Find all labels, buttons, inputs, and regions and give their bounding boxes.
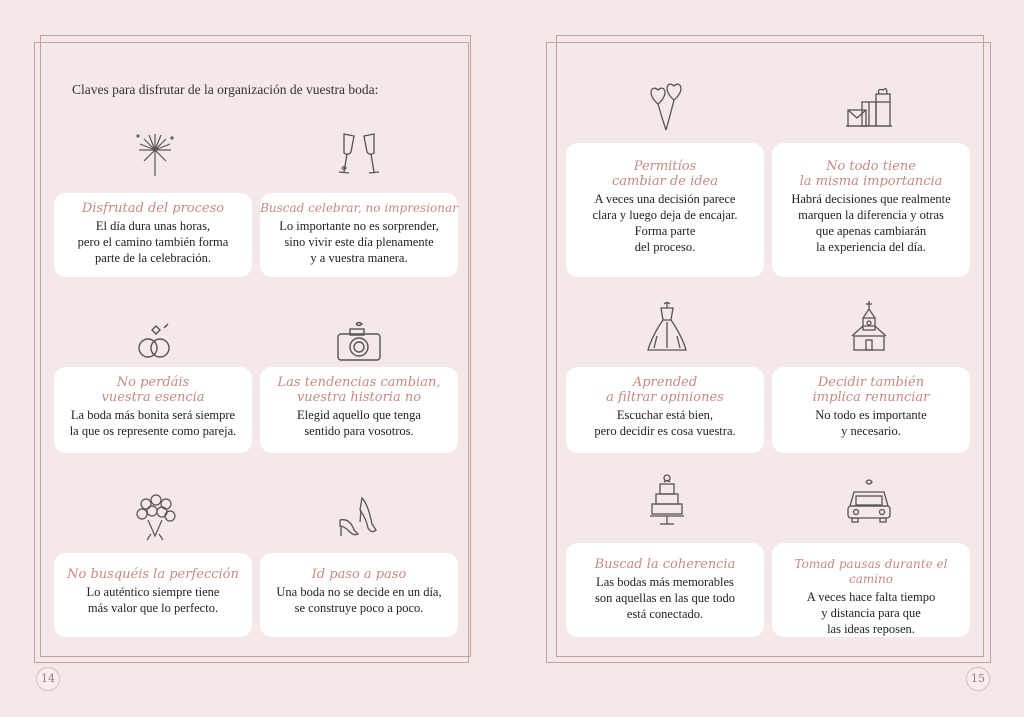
card-title: Id paso a paso (311, 567, 407, 582)
champagne-toast-icon (332, 128, 386, 182)
card-aprended-filtrar (566, 367, 764, 453)
fireworks-icon (128, 128, 182, 182)
card-tendencias-cambian (260, 367, 458, 453)
card-title: No perdáis vuestra esencia (101, 375, 205, 405)
card-title: No busquéis la perfección (67, 567, 239, 582)
card-body: Lo auténtico siempre tiene más valor que lo perfecto. (86, 585, 220, 615)
camera-icon (332, 318, 386, 372)
card-buscad-coherencia (566, 543, 764, 637)
card-no-busqueis-perfeccion (54, 553, 252, 637)
card-body: Elegid aquello que tenga sentido para vosotros. (297, 408, 421, 438)
page-number-left: 14 (36, 667, 60, 691)
card-body: La boda más bonita será siempre la que os represente como pareja. (69, 408, 237, 438)
card-disfrutad-proceso (54, 193, 252, 277)
page-heading: Claves para disfrutar de la organización de vuestra boda: (72, 82, 379, 97)
card-title: Buscad la coherencia (594, 557, 736, 572)
card-title: No todo tiene la misma importancia (799, 159, 943, 189)
card-body: Una boda no se decide en un día, se construye poco a poco. (276, 585, 442, 615)
card-decidir-renunciar (772, 367, 970, 453)
card-tomad-pausas (772, 543, 970, 637)
card-body: A veces una decisión parece clara y luego deja de encajar. Forma parte del proceso. (592, 192, 738, 254)
card-body: El día dura unas horas, pero el camino también forma parte de la celebración. (77, 219, 229, 265)
card-title: Permitíos cambiar de idea (611, 159, 718, 189)
card-no-perdais-esencia (54, 367, 252, 453)
heart-balloons-icon (640, 80, 694, 134)
wedding-car-icon (842, 472, 896, 526)
card-title: Decidir también implica renunciar (812, 375, 930, 405)
card-title: Tomad pausas durante el camino (794, 557, 948, 586)
card-no-todo-importancia (772, 143, 970, 277)
bouquet-icon (128, 490, 182, 544)
card-body: A veces hace falta tiempo y distancia para que las ideas reposen. (806, 590, 936, 636)
gifts-icon (842, 80, 896, 134)
card-permitios-cambiar (566, 143, 764, 277)
card-title: Las tendencias cambian, vuestra historia no (277, 375, 441, 405)
page-number-right: 15 (966, 667, 990, 691)
wedding-rings-icon (128, 318, 182, 372)
wedding-cake-icon (640, 472, 694, 526)
chapel-icon (842, 300, 896, 354)
card-body: No todo es importante y necesario. (815, 408, 927, 438)
card-title: Aprended a filtrar opiniones (606, 375, 724, 405)
high-heels-icon (332, 490, 386, 544)
card-title: Disfrutad del proceso (81, 201, 225, 216)
card-paso-a-paso (260, 553, 458, 637)
card-buscad-celebrar (260, 193, 458, 277)
card-title: Buscad celebrar, no impresionar (260, 201, 458, 215)
card-body: Las bodas más memorables son aquellas en las que todo está conectado. (595, 575, 735, 621)
wedding-dress-icon (640, 300, 694, 354)
card-body: Habrá decisiones que realmente marquen la diferencia y otras que apenas cambiarán la experiencia del día. (791, 192, 951, 254)
card-body: Escuchar está bien, pero decidir es cosa vuestra. (594, 408, 736, 438)
card-body: Lo importante no es sorprender, sino vivir este día plenamente y a vuestra manera. (279, 219, 439, 265)
